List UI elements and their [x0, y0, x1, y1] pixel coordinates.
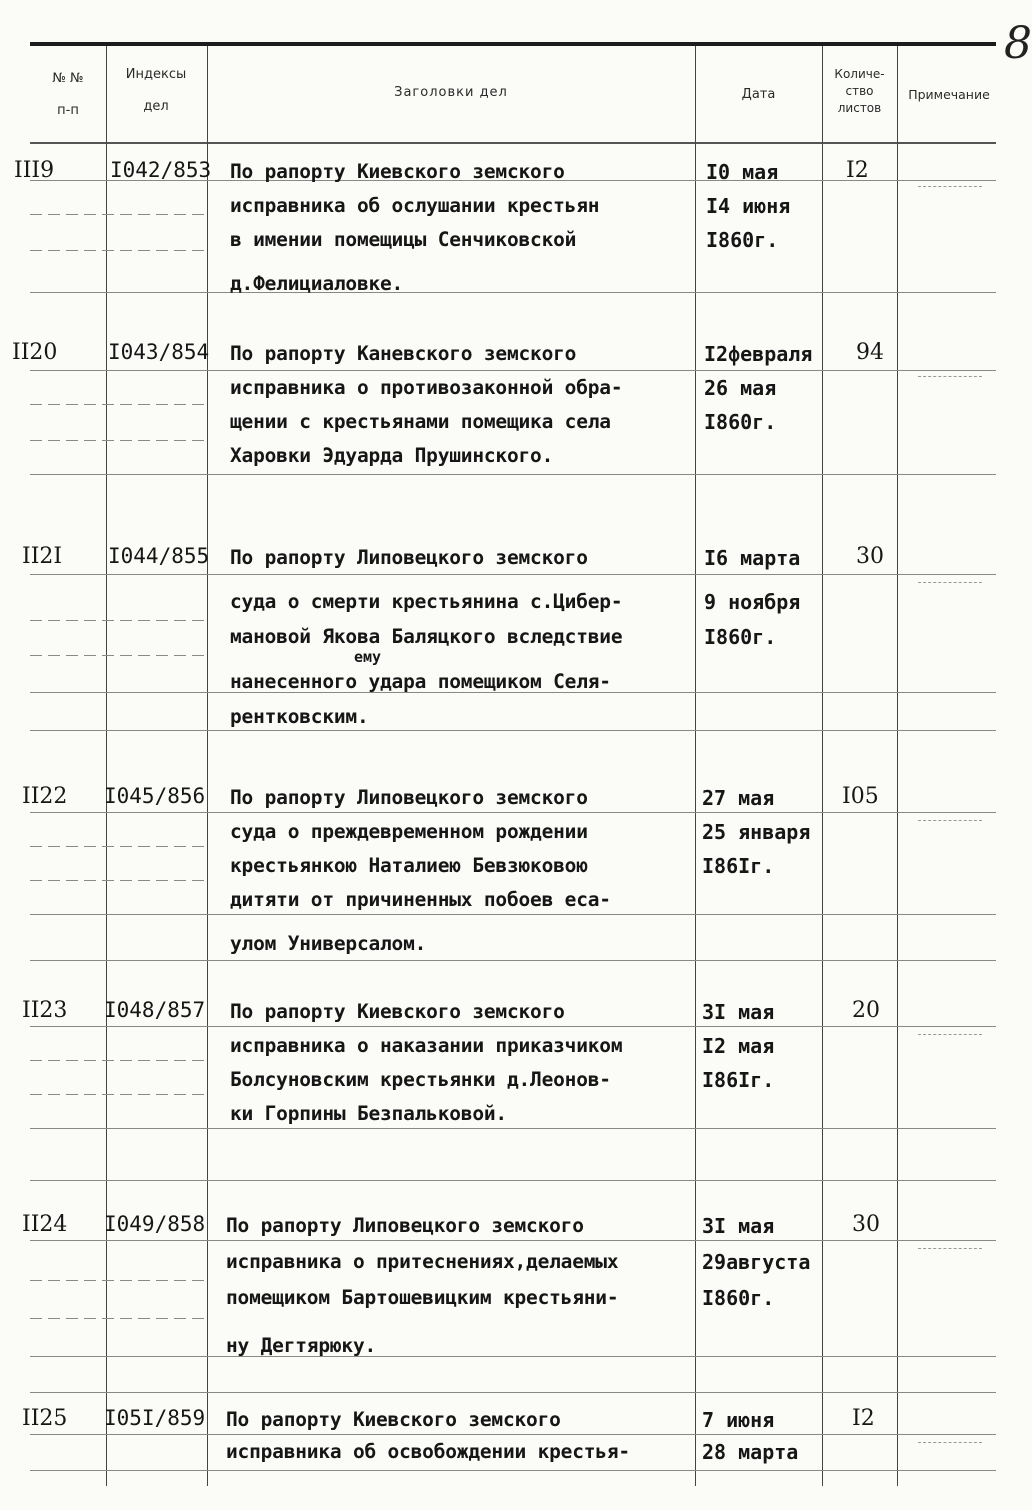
row-date-line: I86Iг.	[702, 854, 775, 878]
header-num: № № п-п	[52, 71, 84, 118]
table-row-rule	[30, 730, 996, 731]
table-row-rule	[30, 292, 996, 293]
row-number: II20	[12, 340, 58, 365]
row-index: I043/854	[108, 340, 210, 364]
table-row-rule	[30, 1470, 996, 1471]
table-row-rule	[30, 1180, 996, 1181]
column-divider	[822, 46, 823, 1486]
row-date-line: 28 марта	[702, 1440, 799, 1464]
row-date-line: 27 мая	[702, 786, 775, 810]
table-row-rule	[30, 1318, 210, 1319]
blank-note-line	[918, 1442, 982, 1443]
row-title-line: дитяти от причиненных побоев еса-	[230, 888, 611, 911]
page-number: 8	[1004, 18, 1032, 69]
table-row-rule	[30, 370, 996, 371]
row-date-line: I6 марта	[704, 546, 801, 570]
table-row-rule	[30, 574, 996, 575]
row-title-line: суда о смерти крестьянина с.Цибер-	[230, 590, 623, 613]
row-title-line: суда о преждевременном рождении	[230, 820, 588, 843]
row-date-line: I2 мая	[702, 1034, 775, 1058]
row-date-line: 26 мая	[704, 376, 777, 400]
row-sheet-count: I2	[846, 158, 869, 183]
row-date-line: 3I мая	[702, 1214, 775, 1238]
column-divider	[106, 46, 107, 1486]
row-title-line: улом Универсалом.	[230, 932, 427, 955]
row-title-line: д.Фелициаловке.	[230, 272, 404, 295]
table-row-rule	[30, 1280, 210, 1281]
row-title-insertion: ему	[354, 648, 382, 666]
row-date-line: 3I мая	[702, 1000, 775, 1024]
table-top-border	[30, 42, 996, 46]
row-title-line: По рапорту Липовецкого земского	[226, 1214, 584, 1237]
row-number: II22	[22, 784, 68, 809]
column-divider	[207, 46, 208, 1486]
header-notes: Примечание	[908, 87, 990, 102]
row-title-line: щении с крестьянами помещика села	[230, 410, 611, 433]
table-row-rule	[30, 1356, 996, 1357]
row-index: I05I/859	[104, 1406, 206, 1430]
blank-note-line	[918, 582, 982, 583]
row-title-line: Харовки Эдуарда Прушинского.	[230, 444, 554, 467]
row-title-line: Болсуновским крестьянки д.Леонов-	[230, 1068, 611, 1091]
row-title-line: исправника о наказании приказчиком	[230, 1034, 623, 1057]
row-date-line: I860г.	[706, 228, 779, 252]
table-row-rule	[30, 655, 210, 656]
column-divider	[695, 46, 696, 1486]
row-index: I044/855	[108, 544, 210, 568]
column-divider	[897, 46, 898, 1486]
table-row-rule	[30, 250, 210, 251]
row-title-line: По рапорту Киевского земского	[226, 1408, 561, 1431]
row-date-line: 25 января	[702, 820, 811, 844]
row-date-line: I2февраля	[704, 342, 813, 366]
table-row-rule	[30, 812, 996, 813]
row-title-line: крестьянкою Наталиею Бевзюковою	[230, 854, 588, 877]
table-row-rule	[30, 880, 210, 881]
row-date-line: I860г.	[704, 625, 777, 649]
row-title-line: По рапорту Липовецкого земского	[230, 786, 588, 809]
row-title-line: ну Дегтярюку.	[226, 1334, 377, 1357]
row-sheet-count: 30	[852, 1212, 880, 1237]
header-bottom-border	[30, 142, 996, 144]
row-date-line: I860г.	[704, 410, 777, 434]
row-number: II2I	[22, 544, 63, 569]
row-date-line: I0 мая	[706, 160, 779, 184]
row-title-line: исправника об ослушании крестьян	[230, 194, 600, 217]
row-number: II23	[22, 998, 68, 1023]
table-row-rule	[30, 214, 210, 215]
row-sheet-count: I05	[842, 784, 879, 809]
table-row-rule	[30, 960, 996, 961]
table-row-rule	[30, 474, 996, 475]
header-index: Индексы дел	[125, 67, 187, 114]
table-row-rule	[30, 1026, 996, 1027]
row-number: II25	[22, 1406, 68, 1431]
blank-note-line	[918, 376, 982, 377]
row-index: I048/857	[104, 998, 206, 1022]
row-title-line: мановой Якова Баляцкого вследствие	[230, 625, 623, 648]
row-title-line: исправника об освобождении крестья-	[226, 1440, 630, 1463]
row-sheet-count: 94	[856, 340, 884, 365]
row-title-line: По рапорту Липовецкого земского	[230, 546, 588, 569]
table-row-rule	[30, 404, 210, 405]
row-sheet-count: 20	[852, 998, 880, 1023]
row-title-line: ки Горпины Безпальковой.	[230, 1102, 507, 1125]
row-date-line: I86Iг.	[702, 1068, 775, 1092]
row-date-line: 29августа	[702, 1250, 811, 1274]
table-row-rule	[30, 1392, 996, 1393]
table-row-rule	[30, 1240, 996, 1241]
row-date-line: I4 июня	[706, 194, 791, 218]
row-title-line: исправника о противозаконной обра-	[230, 376, 623, 399]
row-sheet-count: 30	[856, 544, 884, 569]
row-sheet-count: I2	[852, 1406, 875, 1431]
row-title-line: исправника о притеснениях,делаемых	[226, 1250, 619, 1273]
row-date-line: 9 ноября	[704, 590, 801, 614]
row-date-line: 7 июня	[702, 1408, 775, 1432]
blank-note-line	[918, 186, 982, 187]
row-title-line: в имении помещицы Сенчиковской	[230, 228, 577, 251]
row-title-line: рентковским.	[230, 705, 369, 728]
header-title: Заголовки дел	[394, 85, 508, 100]
row-index: I045/856	[104, 784, 206, 808]
table-row-rule	[30, 620, 210, 621]
row-date-line: I860г.	[702, 1286, 775, 1310]
blank-note-line	[918, 820, 982, 821]
row-title-line: По рапорту Киевского земского	[230, 160, 565, 183]
table-row-rule	[30, 914, 996, 915]
row-title-line: нанесенного удара помещиком Селя-	[230, 670, 611, 693]
table-row-rule	[30, 1060, 210, 1061]
blank-note-line	[918, 1248, 982, 1249]
table-row-rule	[30, 1434, 996, 1435]
row-title-line: По рапорту Киевского земского	[230, 1000, 565, 1023]
row-number: II24	[22, 1212, 68, 1237]
table-row-rule	[30, 1128, 996, 1129]
table-row-rule	[30, 846, 210, 847]
table-row-rule	[30, 1094, 210, 1095]
row-index: I049/858	[104, 1212, 206, 1236]
row-index: I042/853	[110, 158, 212, 182]
blank-note-line	[918, 1034, 982, 1035]
table-row-rule	[30, 440, 210, 441]
header-count: Количе- ство листов	[834, 67, 885, 115]
row-number: III9	[14, 158, 55, 183]
row-title-line: помещиком Бартошевицким крестьяни-	[226, 1286, 619, 1309]
row-title-line: По рапорту Каневского земского	[230, 342, 577, 365]
header-date: Дата	[741, 87, 776, 102]
